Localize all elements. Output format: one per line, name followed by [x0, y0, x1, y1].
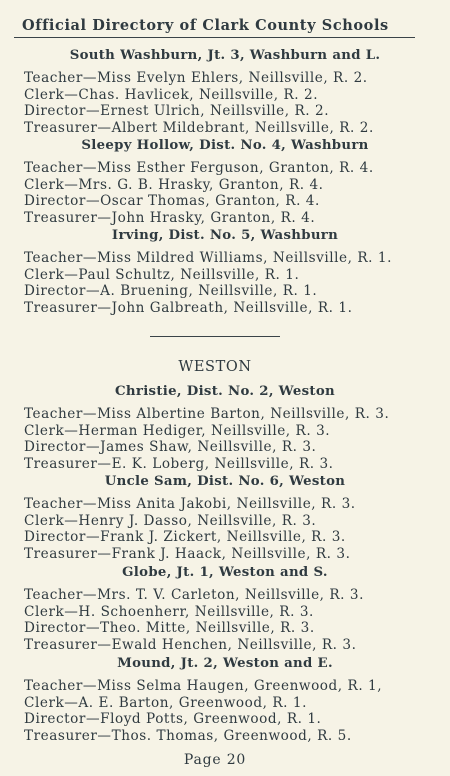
page-number: Page 20: [183, 752, 247, 768]
teacher-line: Teacher—Mrs. T. V. Carleton, Neillsville, R. 3.: [24, 587, 364, 603]
district-heading: Globe, Jt. 1, Weston and S.: [122, 565, 328, 580]
clerk-line: Clerk—Henry J. Dasso, Neillsville, R. 3.: [24, 512, 317, 529]
district-heading: Mound, Jt. 2, Weston and E.: [117, 656, 333, 671]
director-line: Director—A. Bruening, Neillsville, R. 1.: [24, 283, 318, 299]
district-heading: Sleepy Hollow, Dist. No. 4, Washburn: [81, 138, 369, 153]
clerk-line: Clerk—Mrs. G. B. Hrasky, Granton, R. 4.: [24, 176, 324, 193]
clerk-line: Clerk—Herman Hediger, Neillsville, R. 3.: [24, 422, 331, 439]
treasurer-line: Treasurer—John Hrasky, Granton, R. 4.: [24, 209, 316, 226]
clerk-line: Clerk—A. E. Barton, Greenwood, R. 1.: [24, 694, 307, 711]
director-line: Director—Floyd Potts, Greenwood, R. 1.: [24, 711, 322, 727]
running-head-title: Official Directory of Clark County Schools: [22, 17, 389, 34]
district-heading: Irving, Dist. No. 5, Washburn: [111, 228, 339, 243]
district-block-christie: [0, 383, 450, 472]
teacher-line: Teacher—Miss Esther Ferguson, Granton, R. 4.: [24, 160, 374, 176]
district-block-uncle-sam: [0, 473, 450, 562]
director-line: Director—Ernest Ulrich, Neillsville, R. 2.: [24, 103, 330, 119]
treasurer-line: Treasurer—Ewald Henchen, Neillsville, R. 3.: [24, 636, 357, 653]
header-rule: [14, 37, 415, 38]
teacher-line: Teacher—Miss Anita Jakobi, Neillsville, R. 3.: [24, 496, 356, 512]
district-block-irving: [0, 227, 450, 316]
district-heading: South Washburn, Jt. 3, Washburn and L.: [69, 48, 381, 63]
teacher-line: Teacher—Miss Evelyn Ehlers, Neillsville, R. 2.: [24, 70, 368, 86]
treasurer-line: Treasurer—John Galbreath, Neillsville, R. 1.: [24, 299, 353, 316]
director-line: Director—James Shaw, Neillsville, R. 3.: [24, 439, 317, 455]
district-block-globe: [0, 564, 450, 653]
district-heading: Christie, Dist. No. 2, Weston: [115, 384, 335, 399]
section-divider: [150, 336, 280, 337]
clerk-line: Clerk—H. Schoenherr, Neillsville, R. 3.: [24, 603, 314, 620]
treasurer-line: Treasurer—Frank J. Haack, Neillsville, R. 3.: [24, 545, 351, 562]
clerk-line: Clerk—Chas. Havlicek, Neillsville, R. 2.: [24, 86, 319, 103]
district-block-sleepy-hollow: [0, 137, 450, 226]
clerk-line: Clerk—Paul Schultz, Neillsville, R. 1.: [24, 266, 300, 283]
section-title-weston: WESTON: [178, 359, 252, 375]
teacher-line: Teacher—Miss Mildred Williams, Neillsville, R. 1.: [24, 250, 392, 266]
district-block-mound: [0, 655, 450, 744]
district-heading: Uncle Sam, Dist. No. 6, Weston: [104, 474, 346, 489]
treasurer-line: Treasurer—Thos. Thomas, Greenwood, R. 5.: [24, 727, 352, 744]
treasurer-line: Treasurer—Albert Mildebrant, Neillsville, R. 2.: [24, 119, 374, 136]
director-line: Director—Theo. Mitte, Neillsville, R. 3.: [24, 620, 315, 636]
teacher-line: Teacher—Miss Albertine Barton, Neillsville, R. 3.: [24, 406, 390, 422]
director-line: Director—Oscar Thomas, Granton, R. 4.: [24, 193, 320, 209]
director-line: Director—Frank J. Zickert, Neillsville, R. 3.: [24, 529, 346, 545]
treasurer-line: Treasurer—E. K. Loberg, Neillsville, R. 3.: [24, 455, 334, 472]
district-block-south-washburn: [0, 47, 450, 136]
teacher-line: Teacher—Miss Selma Haugen, Greenwood, R. 1,: [24, 678, 383, 694]
